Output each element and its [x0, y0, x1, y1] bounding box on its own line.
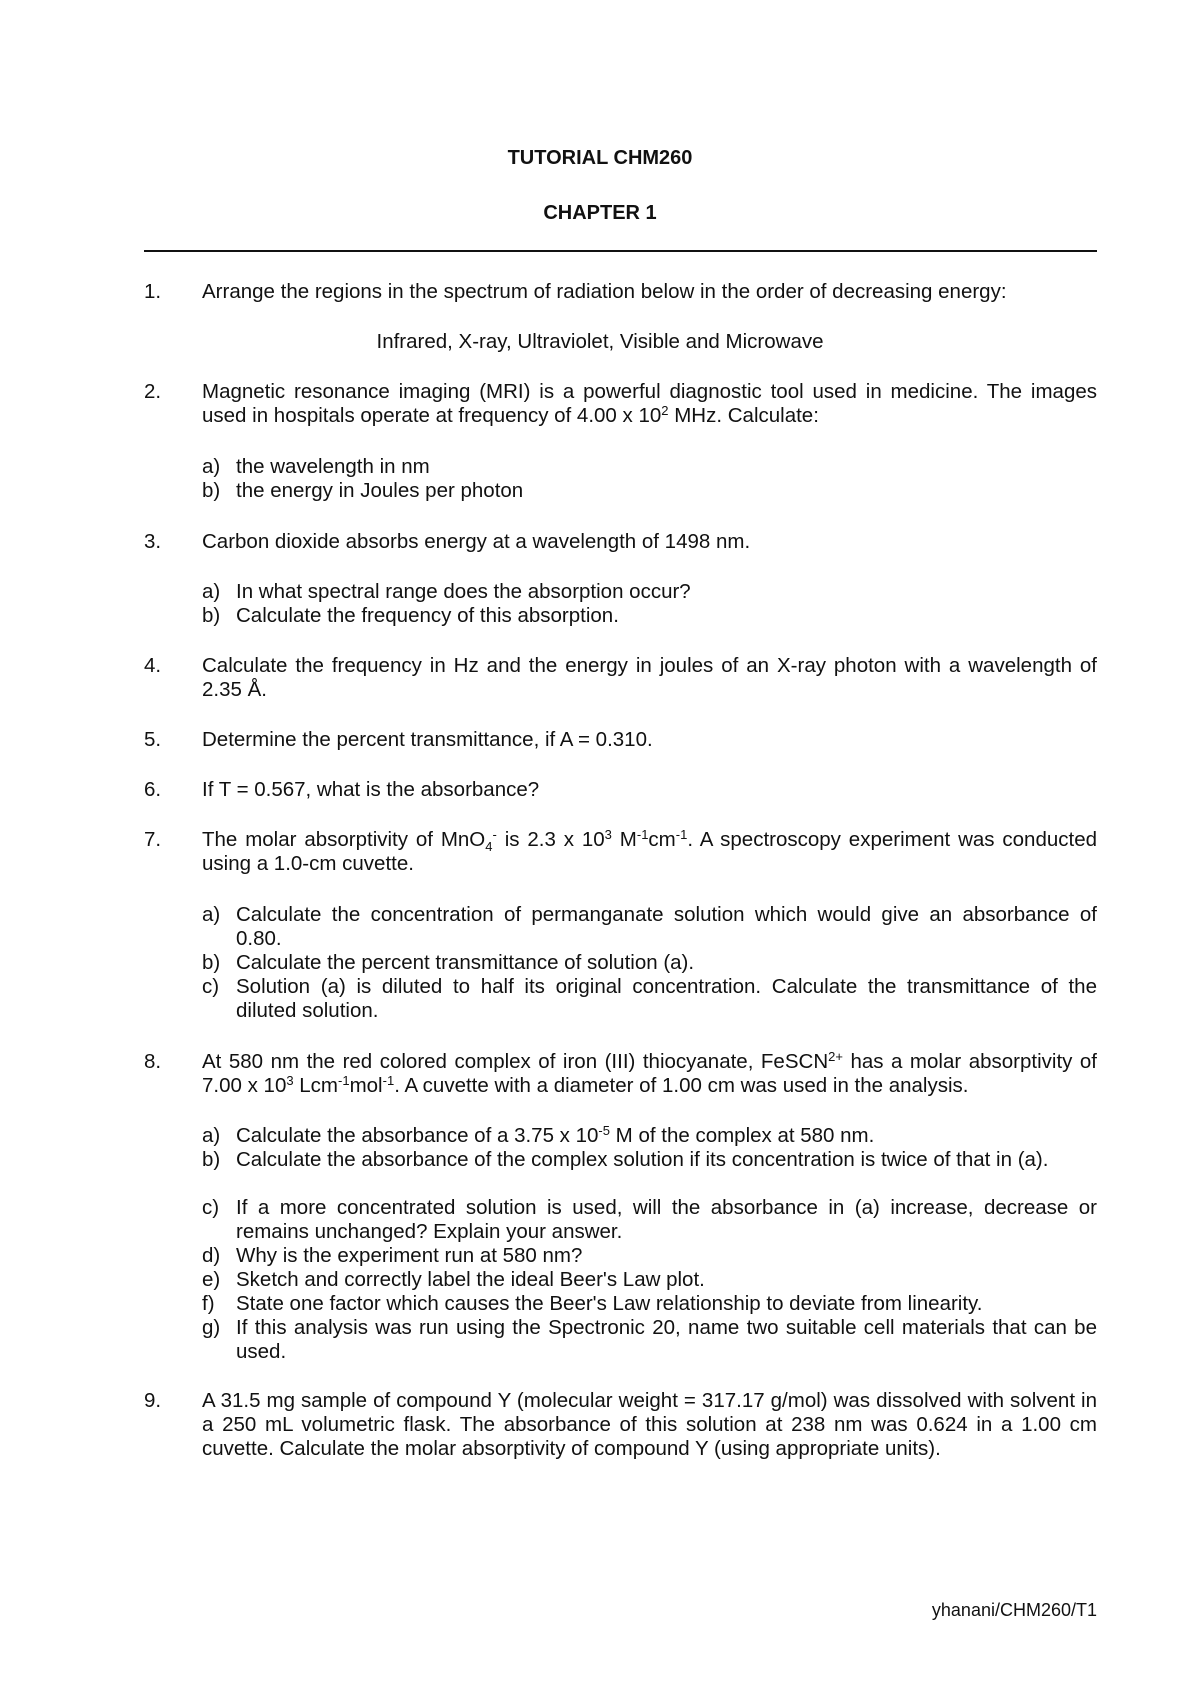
- question-number: 7.: [144, 828, 162, 851]
- question-number: 2.: [144, 380, 162, 403]
- question-text: Magnetic resonance imaging (MRI) is a powerful diagnostic tool used in medicine. The images used in hospitals operate at frequency of 4.00 x $10^2$ MHz. Calculate:: [202, 380, 1097, 427]
- question-text: Calculate the frequency in Hz and the energy in joules of an X-ray photon with a wavelength of 2.35 Å.: [202, 654, 1097, 701]
- page-title: TUTORIAL CHM260: [507, 147, 693, 169]
- subquestion: g) If this analysis was run using the Spectronic 20, name two suitable cell materials that can be used.: [202, 1316, 1097, 1363]
- question-3: [144, 530, 1097, 554]
- subquestion: b) the energy in Joules per photon: [202, 479, 524, 502]
- question-number: 9.: [144, 1389, 162, 1412]
- subquestion: b) Calculate the absorbance of the complex solution if its concentration is twice of that in (a).: [202, 1148, 1049, 1171]
- subquestion: a) Calculate the concentration of permanganate solution which would give an absorbance of 0.80.: [202, 903, 1097, 950]
- subquestion: d) Why is the experiment run at 580 nm?: [202, 1244, 583, 1267]
- question-8: [144, 1050, 1097, 1098]
- page-footer: yhanani/CHM260/T1: [931, 1600, 1097, 1620]
- question-text: Determine the percent transmittance, if A = 0.310.: [202, 728, 653, 751]
- question-number: 3.: [144, 530, 162, 553]
- subquestion: a) the wavelength in nm: [202, 455, 430, 478]
- subquestion: b) Calculate the frequency of this absorption.: [202, 604, 619, 627]
- question-1: [144, 280, 1097, 304]
- subquestion: a) In what spectral range does the absorption occur?: [202, 580, 691, 603]
- question-9: [144, 1389, 1097, 1461]
- question-text: Arrange the regions in the spectrum of radiation below in the order of decreasing energy:: [202, 280, 1007, 303]
- question-7: [144, 828, 1097, 876]
- chapter-heading: CHAPTER 1: [543, 202, 657, 224]
- question-4: [144, 654, 1097, 702]
- question-text: Carbon dioxide absorbs energy at a wavelength of 1498 nm.: [202, 530, 751, 553]
- question-6: [144, 778, 1097, 802]
- question-number: 8.: [144, 1050, 162, 1073]
- subquestion: c) Solution (a) is diluted to half its original concentration. Calculate the transmittance of the diluted solution.: [202, 975, 1097, 1022]
- question-number: 1.: [144, 280, 162, 303]
- question-number: 4.: [144, 654, 162, 677]
- question-2: [144, 380, 1097, 428]
- radiation-list: Infrared, X-ray, Ultraviolet, Visible and Microwave: [376, 330, 824, 353]
- question-text: At 580 nm the red colored complex of iron (III) thiocyanate, FeSCN$^{2+}$ has a molar absorptivity of 7.00 x $10^3$ Lcm$^{-1}$mol$^{-1}$. A cuvette with a diameter of 1.00 cm was used in the analysis.: [202, 1049, 1097, 1097]
- question-number: 6.: [144, 778, 162, 801]
- question-number: 5.: [144, 728, 162, 751]
- subquestion: b) Calculate the percent transmittance of solution (a).: [202, 951, 695, 974]
- question-5: [144, 728, 1097, 752]
- question-text: If T = 0.567, what is the absorbance?: [202, 778, 540, 801]
- subquestion: a) Calculate the absorbance of a 3.75 x $10^{-5}$ M of the complex at 580 nm.: [202, 1123, 875, 1147]
- header-divider: [144, 250, 1097, 252]
- subquestion: f) State one factor which causes the Beer's Law relationship to deviate from linearity.: [202, 1292, 983, 1315]
- question-text: The molar absorptivity of MnO$_4$- is 2.3 x $10^3$ $M^{-1}cm^{-1}$. A spectroscopy experiment was conducted using a 1.0-cm cuvette.: [202, 827, 1097, 875]
- question-text: A 31.5 mg sample of compound Y (molecular weight = 317.17 g/mol) was dissolved with solvent in a 250 mL volumetric flask. The absorbance of this solution at 238 nm was 0.624 in a 1.00 cm cuvette. Calculate the molar absorptivity of compound Y (using appropriate units).: [202, 1389, 1097, 1460]
- subquestion: e) Sketch and correctly label the ideal Beer's Law plot.: [202, 1268, 705, 1291]
- subquestion: c) If a more concentrated solution is used, will the absorbance in (a) increase, decrease or remains unchanged? Explain your answer.: [202, 1196, 1097, 1243]
